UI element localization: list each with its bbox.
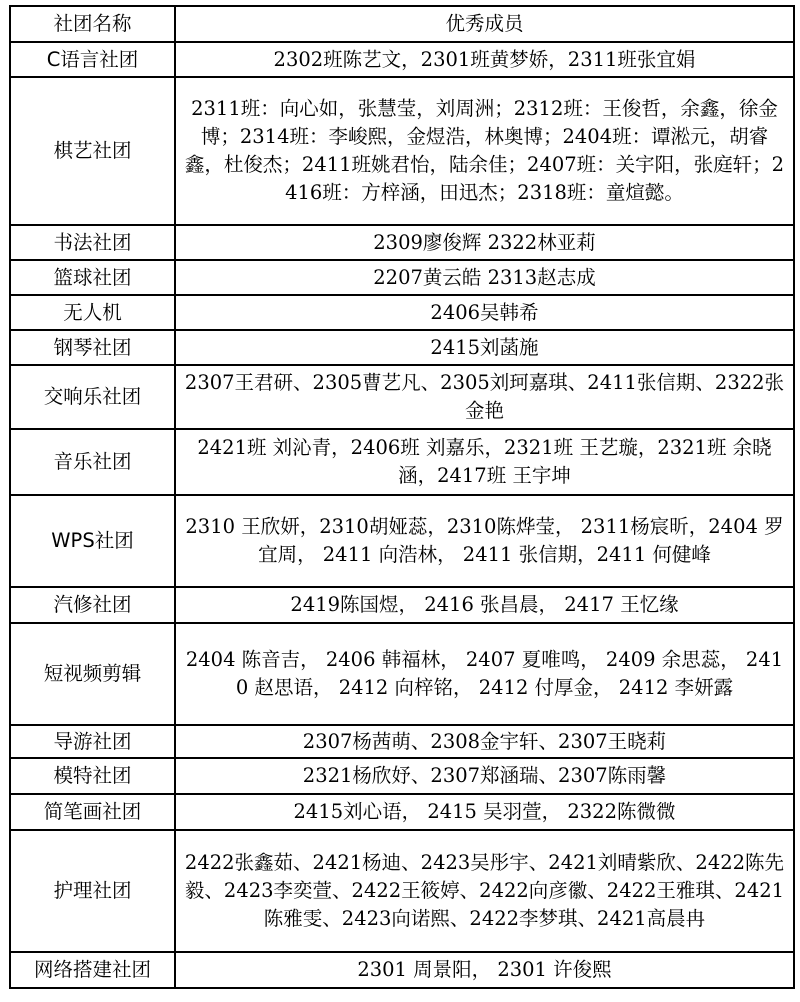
club-name-cell: 无人机 — [10, 295, 175, 330]
table-row — [10, 794, 794, 830]
club-name-cell: WPS社团 — [10, 495, 175, 587]
table-row — [10, 623, 794, 725]
table-row — [10, 495, 794, 587]
club-name-cell: 网络搭建社团 — [10, 952, 175, 988]
club-name-cell: 钢琴社团 — [10, 330, 175, 365]
club-name-cell: 汽修社团 — [10, 587, 175, 623]
members-cell: 2310 王欣妍，2310胡娅蕊，2310陈烨莹， 2311杨宸昕，2404 罗宜周， 2411 向浩林， 2411 张信期，2411 何健峰 — [175, 495, 794, 587]
header-club-name: 社团名称 — [10, 6, 175, 42]
club-name-cell: 棋艺社团 — [10, 77, 175, 225]
table-row — [10, 225, 794, 260]
club-name-cell: 短视频剪辑 — [10, 623, 175, 725]
members-cell: 2415刘心语， 2415 吴羽萱， 2322陈微微 — [175, 794, 794, 830]
table-row — [10, 725, 794, 758]
club-name-cell: 交响乐社团 — [10, 365, 175, 429]
members-cell: 2311班：向心如，张慧莹，刘周洲；2312班：王俊哲，余鑫，徐金博；2314班：李峻熙，金煜浩，林奥博；2404班：谭淞元，胡睿鑫，杜俊杰；2411班姚君怡，陆余佳；2407班：关宇阳，张庭轩；2416班：方梓涵，田迅杰；2318班：童煊懿。 — [175, 77, 794, 225]
table-row — [10, 260, 794, 295]
members-cell: 2321杨欣妤、2307郑涵瑞、2307陈雨馨 — [175, 758, 794, 794]
table-row — [10, 365, 794, 429]
members-cell: 2419陈国煜， 2416 张昌晨， 2417 王忆缘 — [175, 587, 794, 623]
members-cell: 2404 陈音吉， 2406 韩福林， 2407 夏唯鸣， 2409 余思蕊， 2410 赵思语， 2412 向梓铭， 2412 付厚金， 2412 李妍露 — [175, 623, 794, 725]
table-row — [10, 429, 794, 495]
table-row — [10, 42, 794, 77]
members-cell: 2307杨茜萌、2308金宇轩、2307王晓莉 — [175, 725, 794, 758]
table-row — [10, 77, 794, 225]
members-cell: 2422张鑫茹、2421杨迪、2423吴彤宇、2421刘晴紫欣、2422陈先毅、2423李奕萱、2422王筱婷、2422向彦徽、2422王雅琪、2421陈雅雯、2423向诺熙、2422李梦琪、2421高晨冉 — [175, 830, 794, 952]
table-row — [10, 295, 794, 330]
table-row — [10, 330, 794, 365]
club-members-table — [9, 5, 795, 989]
club-name-cell: 音乐社团 — [10, 429, 175, 495]
members-cell: 2421班 刘沁青，2406班 刘嘉乐，2321班 王艺璇，2321班 余晓涵，2417班 王宇坤 — [175, 429, 794, 495]
club-name-cell: 篮球社团 — [10, 260, 175, 295]
club-name-cell: C语言社团 — [10, 42, 175, 77]
club-name-cell: 模特社团 — [10, 758, 175, 794]
members-cell: 2207黄云皓 2313赵志成 — [175, 260, 794, 295]
table-row — [10, 952, 794, 988]
club-name-cell: 书法社团 — [10, 225, 175, 260]
members-cell: 2309廖俊辉 2322林亚莉 — [175, 225, 794, 260]
members-cell: 2302班陈艺文，2301班黄梦娇，2311班张宜娟 — [175, 42, 794, 77]
members-cell: 2301 周景阳， 2301 许俊熙 — [175, 952, 794, 988]
table-row — [10, 758, 794, 794]
members-cell: 2406吴韩希 — [175, 295, 794, 330]
club-name-cell: 导游社团 — [10, 725, 175, 758]
club-name-cell: 护理社团 — [10, 830, 175, 952]
header-excellent-members: 优秀成员 — [175, 6, 794, 42]
table-header-row — [10, 6, 794, 42]
club-name-cell: 简笔画社团 — [10, 794, 175, 830]
members-cell: 2415刘菡施 — [175, 330, 794, 365]
members-cell: 2307王君研、2305曹艺凡、2305刘珂嘉琪、2411张信期、2322张金艳 — [175, 365, 794, 429]
table-row — [10, 830, 794, 952]
table-row — [10, 587, 794, 623]
